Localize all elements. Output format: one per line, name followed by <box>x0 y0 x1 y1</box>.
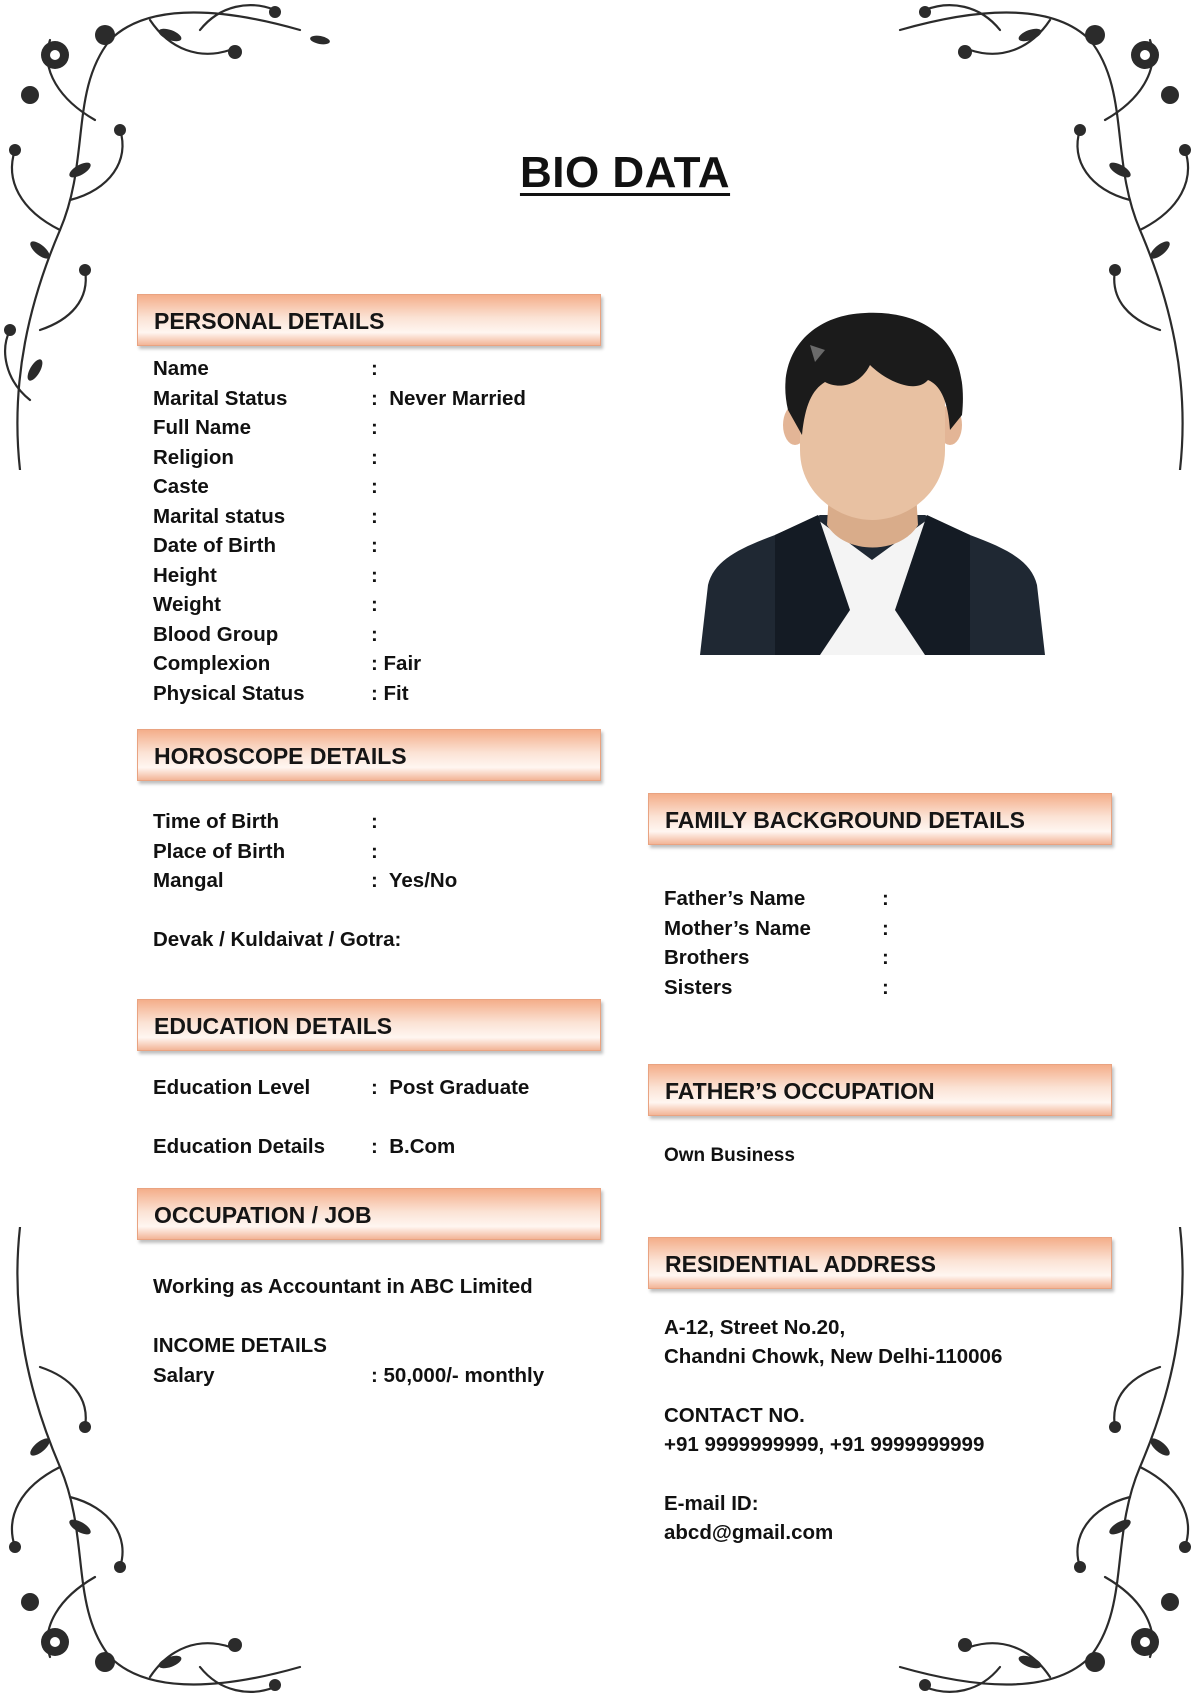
floral-corner-bottom-right <box>840 1227 1200 1697</box>
salary <box>153 1361 613 1391</box>
family-details-list <box>664 884 1124 1002</box>
row-value: : <box>371 504 378 528</box>
education-level-row <box>153 1073 613 1103</box>
row-label: Education Details <box>153 1135 326 1158</box>
family-row-sisters <box>664 973 1124 1003</box>
row-label: Physical Status <box>153 681 305 705</box>
address-line-2: Chandni Chowk, New Delhi-110006 <box>664 1345 1003 1368</box>
education-details-header: EDUCATION DETAILS <box>137 999 601 1051</box>
row-value: : Fair <box>371 652 422 675</box>
row-value: : Yes/No <box>371 869 458 892</box>
personal-row-weight <box>153 590 613 620</box>
row-label: Brothers <box>664 946 750 969</box>
personal-row-marital-status-2 <box>153 502 613 532</box>
row-label: Mother’s Name <box>664 916 811 940</box>
occupation-text: Working as Accountant in ABC Limited <box>153 1275 533 1298</box>
gotra-line: Devak / Kuldaivat / Gotra: <box>153 928 402 951</box>
row-value: : <box>882 975 889 999</box>
row-value: : <box>882 887 889 910</box>
row-label: Complexion <box>153 652 271 675</box>
personal-row-complexion <box>153 649 613 679</box>
education-level <box>153 1073 613 1103</box>
personal-row-full-name <box>153 413 613 443</box>
horoscope-row-time-of-birth <box>153 807 613 837</box>
occupation-header: OCCUPATION / JOB <box>137 1188 601 1240</box>
family-row-father-name <box>664 884 1124 914</box>
row-value: : <box>371 416 378 439</box>
row-label: Education Level <box>153 1076 311 1099</box>
row-label: Salary <box>153 1364 215 1387</box>
education-details-row <box>153 1132 613 1162</box>
row-label: Date of Birth <box>153 534 276 557</box>
row-label: Religion <box>153 445 234 469</box>
row-label: Name <box>153 357 209 380</box>
row-label: Height <box>153 563 217 587</box>
horoscope-details-list <box>153 807 613 896</box>
personal-row-height <box>153 561 613 591</box>
row-value: : <box>371 357 378 380</box>
row-value: : Fit <box>371 681 409 705</box>
row-label: Place of Birth <box>153 839 286 863</box>
row-value: : 50,000/- monthly <box>371 1364 545 1387</box>
residential-address-header: RESIDENTIAL ADDRESS <box>648 1237 1112 1289</box>
row-label: Marital status <box>153 504 286 528</box>
row-label: Weight <box>153 593 221 616</box>
income-details-label: INCOME DETAILS <box>153 1334 327 1357</box>
contact-label: CONTACT NO. <box>664 1404 805 1427</box>
personal-row-physical-status <box>153 679 613 709</box>
horoscope-details-header: HOROSCOPE DETAILS <box>137 729 601 781</box>
contact-numbers: +91 9999999999, +91 9999999999 <box>664 1433 985 1456</box>
profile-photo <box>700 310 1045 655</box>
row-label: Caste <box>153 475 209 498</box>
row-value: : Post Graduate <box>371 1076 530 1099</box>
family-background-header: FAMILY BACKGROUND DETAILS <box>648 793 1112 845</box>
personal-details-list <box>153 354 613 708</box>
row-value: : <box>371 810 378 833</box>
email-label: E-mail ID: <box>664 1492 759 1515</box>
row-label: Full Name <box>153 416 251 439</box>
row-value: : <box>371 534 378 557</box>
personal-row-religion <box>153 443 613 473</box>
email-value[interactable]: abcd@gmail.com <box>664 1521 834 1544</box>
row-label: Time of Birth <box>153 810 280 833</box>
horoscope-row-place-of-birth <box>153 837 613 867</box>
person-avatar-icon <box>700 310 1045 655</box>
personal-row-marital-status <box>153 384 613 414</box>
row-value: : <box>371 475 378 498</box>
page-title-text: BIO DATA <box>519 148 731 197</box>
floral-ornament-icon <box>840 1227 1200 1697</box>
personal-row-blood-group <box>153 620 613 650</box>
row-label: Father’s Name <box>664 887 806 910</box>
row-value: : B.Com <box>371 1135 456 1158</box>
row-label: Blood Group <box>153 622 279 646</box>
father-occupation-header: FATHER’S OCCUPATION <box>648 1064 1112 1116</box>
row-value: : <box>371 839 378 863</box>
row-value: : <box>882 946 889 969</box>
personal-row-name <box>153 354 613 384</box>
personal-row-caste <box>153 472 613 502</box>
row-label: Sisters <box>664 975 733 999</box>
personal-details-header: PERSONAL DETAILS <box>137 294 601 346</box>
row-value: : Never Married <box>371 386 526 410</box>
address-line-1: A-12, Street No.20, <box>664 1316 846 1339</box>
page-title <box>0 148 1200 198</box>
row-value: : <box>371 445 378 469</box>
horoscope-row-mangal <box>153 866 613 896</box>
education-details <box>153 1132 613 1162</box>
row-value: : <box>882 916 889 940</box>
row-value: : <box>371 622 378 646</box>
family-row-brothers <box>664 943 1124 973</box>
salary-row <box>153 1361 613 1391</box>
row-value: : <box>371 593 378 616</box>
family-row-mother-name <box>664 914 1124 944</box>
row-value: : <box>371 563 378 587</box>
personal-row-date-of-birth <box>153 531 613 561</box>
father-occupation-text: Own Business <box>664 1145 795 1166</box>
row-label: Mangal <box>153 869 224 892</box>
row-label: Marital Status <box>153 386 288 410</box>
